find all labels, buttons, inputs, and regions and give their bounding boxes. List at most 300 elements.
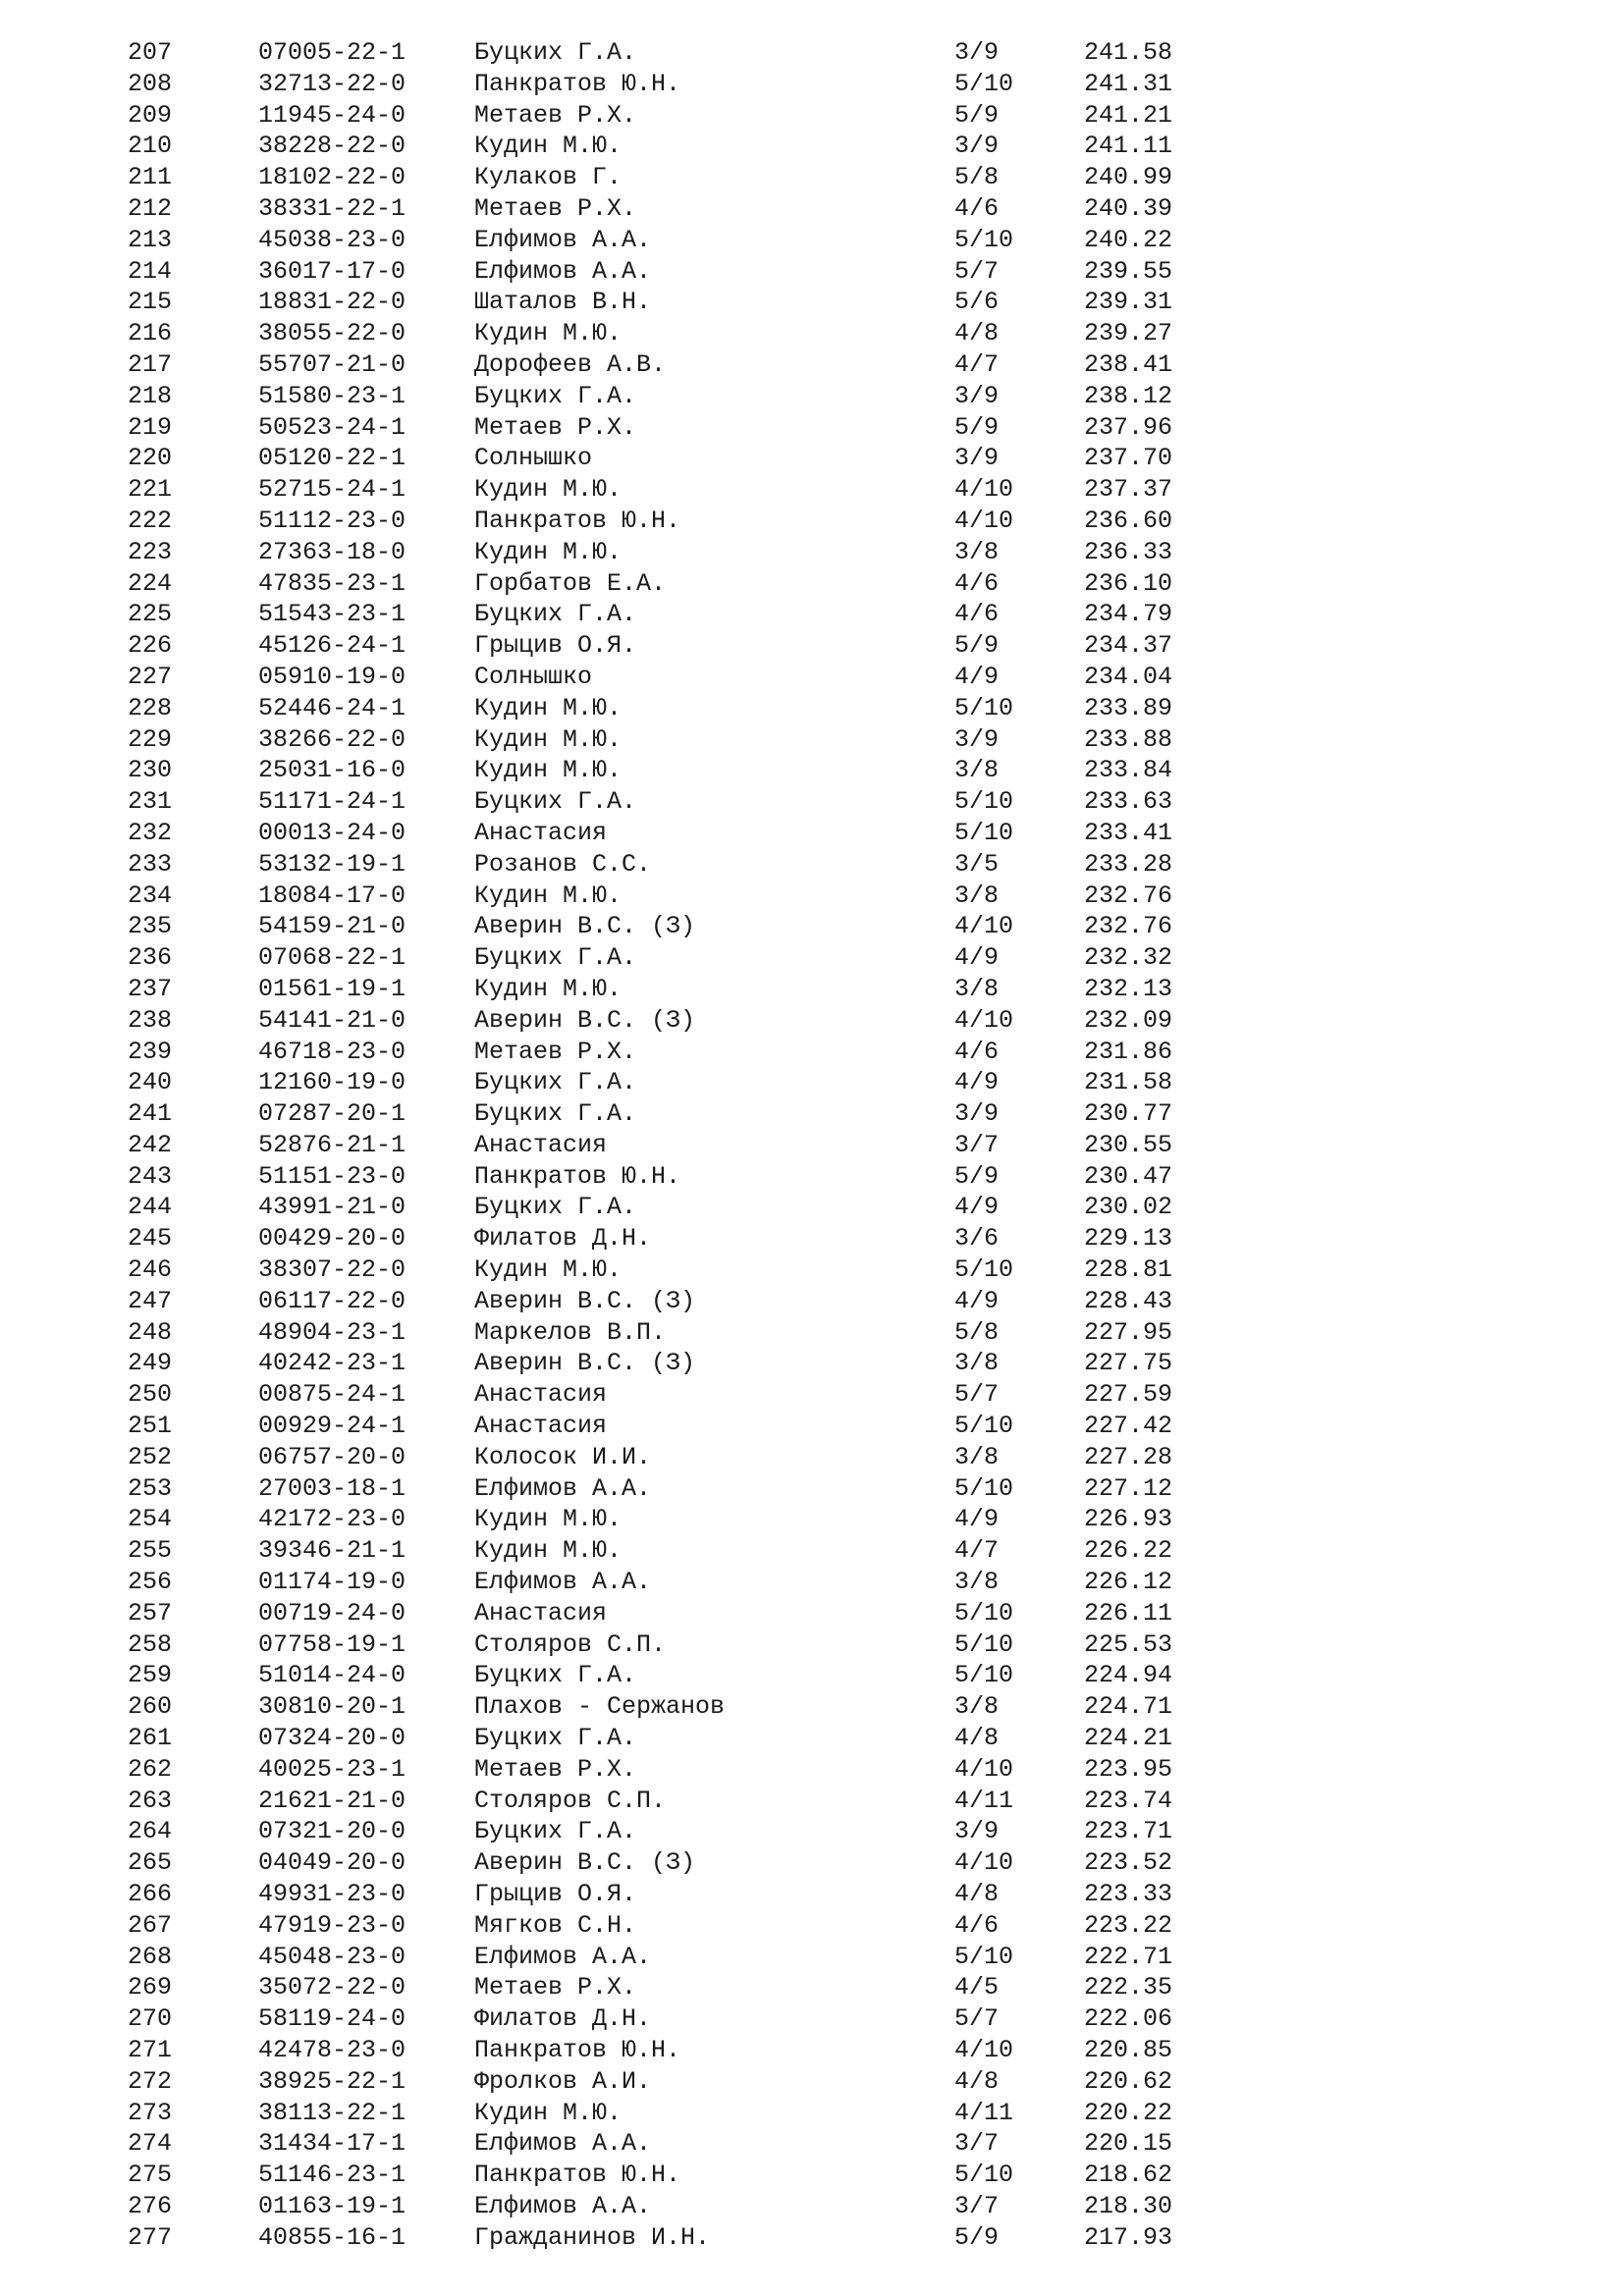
owner-name: Метаев Р.Х. <box>474 100 637 130</box>
rank-number: 275 <box>128 2161 173 2190</box>
table-row <box>0 1598 1624 1629</box>
ring-code: 58119-24-0 <box>258 2004 406 2034</box>
result-value: 233.63 <box>1084 787 1173 817</box>
score-ratio: 3/7 <box>954 2191 1000 2220</box>
table-row <box>0 1942 1624 1973</box>
ring-code: 55707-21-0 <box>258 349 406 379</box>
result-value: 222.35 <box>1084 1973 1173 2002</box>
owner-name: Буцких Г.А. <box>474 943 637 973</box>
rank-number: 218 <box>128 381 173 410</box>
result-value: 227.12 <box>1084 1473 1173 1503</box>
score-ratio: 5/7 <box>954 1380 1000 1410</box>
ring-code: 18084-17-0 <box>258 881 406 910</box>
result-value: 236.33 <box>1084 537 1173 566</box>
owner-name: Кудин М.Ю. <box>474 2098 623 2127</box>
rank-number: 253 <box>128 1473 173 1503</box>
result-value: 226.11 <box>1084 1598 1173 1628</box>
score-ratio: 4/8 <box>954 2066 1000 2096</box>
ring-code: 42478-23-0 <box>258 2036 406 2064</box>
table-row <box>0 630 1624 662</box>
owner-name: Грыцив О.Я. <box>474 631 637 661</box>
owner-name: Филатов Д.Н. <box>474 1224 652 1254</box>
ring-code: 45126-24-1 <box>258 631 406 661</box>
rank-number: 248 <box>128 1317 173 1347</box>
table-row <box>0 1660 1624 1691</box>
score-ratio: 5/9 <box>954 2222 1000 2252</box>
owner-name: Мягков С.Н. <box>474 1910 637 1940</box>
table-row <box>0 1910 1624 1942</box>
result-value: 226.93 <box>1084 1505 1173 1534</box>
owner-name: Солнышко <box>474 662 593 691</box>
owner-name: Гражданинов И.Н. <box>474 2222 711 2252</box>
table-row <box>0 318 1624 349</box>
owner-name: Панкратов Ю.Н. <box>474 2161 681 2190</box>
owner-name: Метаев Р.Х. <box>474 1973 637 2002</box>
score-ratio: 5/9 <box>954 412 1000 442</box>
owner-name: Кудин М.Ю. <box>474 537 623 566</box>
score-ratio: 3/8 <box>954 1692 1000 1722</box>
table-row <box>0 506 1624 537</box>
result-value: 224.71 <box>1084 1692 1173 1722</box>
score-ratio: 4/6 <box>954 1910 1000 1940</box>
owner-name: Анастасия <box>474 1412 608 1441</box>
score-ratio: 5/10 <box>954 818 1014 847</box>
ring-code: 40242-23-1 <box>258 1349 406 1378</box>
score-ratio: 3/9 <box>954 1099 1000 1129</box>
ring-code: 07068-22-1 <box>258 943 406 973</box>
score-ratio: 5/10 <box>954 693 1014 722</box>
score-ratio: 4/9 <box>954 943 1000 973</box>
rank-number: 207 <box>128 38 173 67</box>
ring-code: 38307-22-0 <box>258 1255 406 1285</box>
result-value: 230.55 <box>1084 1130 1173 1159</box>
score-ratio: 4/8 <box>954 1724 1000 1753</box>
rank-number: 226 <box>128 631 173 661</box>
score-ratio: 3/8 <box>954 1349 1000 1378</box>
table-row <box>0 1223 1624 1255</box>
ring-code: 25031-16-0 <box>258 756 406 785</box>
table-row <box>0 599 1624 630</box>
score-ratio: 3/9 <box>954 381 1000 410</box>
rank-number: 271 <box>128 2036 173 2064</box>
ring-code: 38331-22-1 <box>258 193 406 223</box>
table-row <box>0 1473 1624 1505</box>
rank-number: 272 <box>128 2066 173 2096</box>
table-row <box>0 1286 1624 1317</box>
score-ratio: 4/8 <box>954 1880 1000 1909</box>
rank-number: 235 <box>128 912 173 941</box>
ring-code: 51171-24-1 <box>258 787 406 817</box>
rank-number: 262 <box>128 1754 173 1784</box>
ring-code: 11945-24-0 <box>258 100 406 130</box>
owner-name: Грыцив О.Я. <box>474 1880 637 1909</box>
owner-name: Кудин М.Ю. <box>474 1255 623 1285</box>
result-value: 233.41 <box>1084 818 1173 847</box>
owner-name: Метаев Р.Х. <box>474 1754 637 1784</box>
score-ratio: 5/6 <box>954 288 1000 317</box>
rank-number: 274 <box>128 2129 173 2159</box>
rank-number: 240 <box>128 1068 173 1097</box>
result-value: 241.21 <box>1084 100 1173 130</box>
ring-code: 07321-20-0 <box>258 1817 406 1846</box>
score-ratio: 3/7 <box>954 2129 1000 2159</box>
ring-code: 39346-21-1 <box>258 1536 406 1566</box>
result-value: 232.32 <box>1084 943 1173 973</box>
table-row <box>0 349 1624 381</box>
owner-name: Столяров С.П. <box>474 1629 667 1659</box>
table-row <box>0 755 1624 786</box>
score-ratio: 3/9 <box>954 38 1000 67</box>
ring-code: 06757-20-0 <box>258 1442 406 1471</box>
table-row <box>0 1816 1624 1847</box>
ring-code: 48904-23-1 <box>258 1317 406 1347</box>
table-row <box>0 1005 1624 1037</box>
result-value: 231.58 <box>1084 1068 1173 1097</box>
rank-number: 244 <box>128 1193 173 1222</box>
rank-number: 225 <box>128 600 173 629</box>
owner-name: Горбатов Е.А. <box>474 568 667 598</box>
ring-code: 36017-17-0 <box>258 256 406 286</box>
result-value: 232.13 <box>1084 974 1173 1003</box>
table-row <box>0 568 1624 600</box>
ring-code: 32713-22-0 <box>258 69 406 98</box>
result-value: 222.06 <box>1084 2004 1173 2034</box>
owner-name: Панкратов Ю.Н. <box>474 69 681 98</box>
score-ratio: 5/10 <box>954 1661 1014 1690</box>
score-ratio: 3/9 <box>954 1817 1000 1846</box>
table-row <box>0 2003 1624 2035</box>
ring-code: 07758-19-1 <box>258 1629 406 1659</box>
table-row <box>0 256 1624 288</box>
score-ratio: 4/7 <box>954 1536 1000 1566</box>
ring-code: 54159-21-0 <box>258 912 406 941</box>
score-ratio: 5/10 <box>954 1255 1014 1285</box>
table-row <box>0 786 1624 818</box>
result-value: 220.15 <box>1084 2129 1173 2159</box>
rank-number: 263 <box>128 1786 173 1815</box>
table-row <box>0 443 1624 474</box>
score-ratio: 4/9 <box>954 1286 1000 1315</box>
score-ratio: 4/6 <box>954 1037 1000 1066</box>
ring-code: 12160-19-0 <box>258 1068 406 1097</box>
table-row <box>0 287 1624 318</box>
table-row <box>0 2191 1624 2222</box>
ring-code: 35072-22-0 <box>258 1973 406 2002</box>
result-value: 230.77 <box>1084 1099 1173 1129</box>
result-value: 223.33 <box>1084 1880 1173 1909</box>
rank-number: 217 <box>128 349 173 379</box>
owner-name: Буцких Г.А. <box>474 38 637 67</box>
result-value: 224.94 <box>1084 1661 1173 1690</box>
result-value: 231.86 <box>1084 1037 1173 1066</box>
owner-name: Метаев Р.Х. <box>474 193 637 223</box>
owner-name: Анастасия <box>474 1130 608 1159</box>
rank-number: 224 <box>128 568 173 598</box>
result-value: 227.75 <box>1084 1349 1173 1378</box>
ring-code: 45038-23-0 <box>258 225 406 254</box>
rank-number: 210 <box>128 132 173 161</box>
rank-number: 259 <box>128 1661 173 1690</box>
rank-number: 213 <box>128 225 173 254</box>
table-row <box>0 1786 1624 1817</box>
table-row <box>0 1192 1624 1223</box>
owner-name: Буцких Г.А. <box>474 1068 637 1097</box>
result-value: 226.22 <box>1084 1536 1173 1566</box>
owner-name: Аверин В.С. (З) <box>474 1286 696 1315</box>
ring-code: 21621-21-0 <box>258 1786 406 1815</box>
table-row <box>0 2098 1624 2129</box>
score-ratio: 3/7 <box>954 1130 1000 1159</box>
table-row <box>0 1691 1624 1723</box>
ring-code: 46718-23-0 <box>258 1037 406 1066</box>
rank-number: 232 <box>128 818 173 847</box>
result-value: 224.21 <box>1084 1724 1173 1753</box>
owner-name: Столяров С.П. <box>474 1786 667 1815</box>
table-row <box>0 1972 1624 2003</box>
table-row <box>0 537 1624 568</box>
rank-number: 277 <box>128 2222 173 2252</box>
rank-number: 245 <box>128 1224 173 1254</box>
result-value: 236.10 <box>1084 568 1173 598</box>
table-row <box>0 1847 1624 1879</box>
owner-name: Аверин В.С. (З) <box>474 1349 696 1378</box>
owner-name: Колосок И.И. <box>474 1442 652 1471</box>
result-value: 223.74 <box>1084 1786 1173 1815</box>
score-ratio: 3/8 <box>954 537 1000 566</box>
rank-number: 256 <box>128 1568 173 1597</box>
owner-name: Панкратов Ю.Н. <box>474 2036 681 2064</box>
table-row <box>0 1723 1624 1754</box>
owner-name: Дорофеев А.В. <box>474 349 667 379</box>
score-ratio: 4/10 <box>954 912 1014 941</box>
owner-name: Фролков А.И. <box>474 2066 652 2096</box>
table-row <box>0 818 1624 849</box>
result-value: 218.62 <box>1084 2161 1173 2190</box>
ring-code: 00013-24-0 <box>258 818 406 847</box>
table-row <box>0 1535 1624 1567</box>
table-row <box>0 2160 1624 2191</box>
ring-code: 47919-23-0 <box>258 1910 406 1940</box>
table-row <box>0 2128 1624 2160</box>
table-row <box>0 193 1624 225</box>
rank-number: 268 <box>128 1942 173 1971</box>
score-ratio: 4/10 <box>954 1754 1014 1784</box>
rank-number: 228 <box>128 693 173 722</box>
table-row <box>0 2066 1624 2098</box>
rank-number: 234 <box>128 881 173 910</box>
ring-code: 05120-22-1 <box>258 444 406 473</box>
table-row <box>0 1317 1624 1349</box>
result-value: 223.95 <box>1084 1754 1173 1784</box>
rank-number: 258 <box>128 1629 173 1659</box>
score-ratio: 4/10 <box>954 1005 1014 1035</box>
score-ratio: 5/10 <box>954 1629 1014 1659</box>
score-ratio: 4/7 <box>954 349 1000 379</box>
rank-number: 243 <box>128 1161 173 1191</box>
rank-number: 230 <box>128 756 173 785</box>
ring-code: 30810-20-1 <box>258 1692 406 1722</box>
rank-number: 276 <box>128 2191 173 2220</box>
result-value: 239.31 <box>1084 288 1173 317</box>
result-value: 238.12 <box>1084 381 1173 410</box>
ring-code: 52446-24-1 <box>258 693 406 722</box>
table-row <box>0 1098 1624 1130</box>
rank-number: 257 <box>128 1598 173 1628</box>
owner-name: Елфимов А.А. <box>474 1568 652 1597</box>
owner-name: Анастасия <box>474 818 608 847</box>
rank-number: 236 <box>128 943 173 973</box>
result-value: 232.09 <box>1084 1005 1173 1035</box>
table-row <box>0 1037 1624 1068</box>
result-value: 220.85 <box>1084 2036 1173 2064</box>
ring-code: 51151-23-0 <box>258 1161 406 1191</box>
result-value: 217.93 <box>1084 2222 1173 2252</box>
rank-number: 214 <box>128 256 173 286</box>
rank-number: 241 <box>128 1099 173 1129</box>
score-ratio: 3/8 <box>954 974 1000 1003</box>
score-ratio: 4/10 <box>954 475 1014 505</box>
owner-name: Филатов Д.Н. <box>474 2004 652 2034</box>
owner-name: Панкратов Ю.Н. <box>474 1161 681 1191</box>
score-ratio: 3/8 <box>954 756 1000 785</box>
score-ratio: 4/10 <box>954 506 1014 535</box>
score-ratio: 3/5 <box>954 849 1000 879</box>
owner-name: Аверин В.С. (З) <box>474 1848 696 1878</box>
result-value: 238.41 <box>1084 349 1173 379</box>
table-row <box>0 1879 1624 1910</box>
score-ratio: 5/9 <box>954 100 1000 130</box>
rank-number: 216 <box>128 319 173 348</box>
result-value: 234.79 <box>1084 600 1173 629</box>
result-value: 228.81 <box>1084 1255 1173 1285</box>
owner-name: Елфимов А.А. <box>474 1473 652 1503</box>
table-row <box>0 911 1624 942</box>
table-row <box>0 974 1624 1005</box>
table-row <box>0 724 1624 756</box>
result-value: 233.28 <box>1084 849 1173 879</box>
owner-name: Кудин М.Ю. <box>474 319 623 348</box>
table-row <box>0 474 1624 506</box>
result-value: 232.76 <box>1084 881 1173 910</box>
score-ratio: 3/9 <box>954 132 1000 161</box>
ring-code: 01561-19-1 <box>258 974 406 1003</box>
table-row <box>0 1255 1624 1286</box>
result-value: 229.13 <box>1084 1224 1173 1254</box>
rank-number: 223 <box>128 537 173 566</box>
ring-code: 18102-22-0 <box>258 163 406 192</box>
ring-code: 00875-24-1 <box>258 1380 406 1410</box>
score-ratio: 4/5 <box>954 1973 1000 2002</box>
table-row <box>0 1067 1624 1098</box>
table-row <box>0 849 1624 881</box>
owner-name: Панкратов Ю.Н. <box>474 506 681 535</box>
result-value: 241.31 <box>1084 69 1173 98</box>
owner-name: Буцких Г.А. <box>474 787 637 817</box>
ring-code: 52715-24-1 <box>258 475 406 505</box>
rank-number: 227 <box>128 662 173 691</box>
ring-code: 31434-17-1 <box>258 2129 406 2159</box>
result-value: 241.58 <box>1084 38 1173 67</box>
rank-number: 266 <box>128 1880 173 1909</box>
owner-name: Буцких Г.А. <box>474 1817 637 1846</box>
result-value: 220.62 <box>1084 2066 1173 2096</box>
rank-number: 233 <box>128 849 173 879</box>
ring-code: 40855-16-1 <box>258 2222 406 2252</box>
score-ratio: 4/8 <box>954 319 1000 348</box>
ring-code: 06117-22-0 <box>258 1286 406 1315</box>
owner-name: Солнышко <box>474 444 593 473</box>
ring-code: 00929-24-1 <box>258 1412 406 1441</box>
ring-code: 27363-18-0 <box>258 537 406 566</box>
owner-name: Буцких Г.А. <box>474 1661 637 1690</box>
rank-number: 260 <box>128 1692 173 1722</box>
table-row <box>0 1567 1624 1598</box>
table-row <box>0 225 1624 256</box>
rank-number: 231 <box>128 787 173 817</box>
result-value: 237.37 <box>1084 475 1173 505</box>
result-value: 234.37 <box>1084 631 1173 661</box>
owner-name: Анастасия <box>474 1598 608 1628</box>
result-value: 222.71 <box>1084 1942 1173 1971</box>
score-ratio: 5/7 <box>954 256 1000 286</box>
ring-code: 05910-19-0 <box>258 662 406 691</box>
rank-number: 270 <box>128 2004 173 2034</box>
rank-number: 254 <box>128 1505 173 1534</box>
result-value: 223.22 <box>1084 1910 1173 1940</box>
table-row <box>0 37 1624 69</box>
table-row <box>0 1754 1624 1786</box>
result-value: 232.76 <box>1084 912 1173 941</box>
ring-code: 18831-22-0 <box>258 288 406 317</box>
ring-code: 40025-23-1 <box>258 1754 406 1784</box>
table-row <box>0 1504 1624 1535</box>
table-row <box>0 162 1624 193</box>
ring-code: 27003-18-1 <box>258 1473 406 1503</box>
ring-code: 53132-19-1 <box>258 849 406 879</box>
result-value: 234.04 <box>1084 662 1173 691</box>
owner-name: Аверин В.С. (З) <box>474 1005 696 1035</box>
ring-code: 38925-22-1 <box>258 2066 406 2096</box>
result-value: 227.28 <box>1084 1442 1173 1471</box>
rank-number: 208 <box>128 69 173 98</box>
ring-code: 00719-24-0 <box>258 1598 406 1628</box>
result-value: 239.27 <box>1084 319 1173 348</box>
ring-code: 38055-22-0 <box>258 319 406 348</box>
result-value: 236.60 <box>1084 506 1173 535</box>
result-value: 237.96 <box>1084 412 1173 442</box>
table-row <box>0 942 1624 974</box>
score-ratio: 4/9 <box>954 662 1000 691</box>
table-row <box>0 1442 1624 1473</box>
score-ratio: 5/10 <box>954 69 1014 98</box>
rank-number: 247 <box>128 1286 173 1315</box>
ring-code: 51146-23-1 <box>258 2161 406 2190</box>
rank-number: 267 <box>128 1910 173 1940</box>
score-ratio: 4/11 <box>954 2098 1014 2127</box>
score-ratio: 5/10 <box>954 225 1014 254</box>
owner-name: Аверин В.С. (З) <box>474 912 696 941</box>
rank-number: 273 <box>128 2098 173 2127</box>
ring-code: 51543-23-1 <box>258 600 406 629</box>
owner-name: Буцких Г.А. <box>474 1099 637 1129</box>
ring-code: 51014-24-0 <box>258 1661 406 1690</box>
result-value: 227.59 <box>1084 1380 1173 1410</box>
result-value: 218.30 <box>1084 2191 1173 2220</box>
score-ratio: 4/6 <box>954 193 1000 223</box>
result-value: 223.52 <box>1084 1848 1173 1878</box>
score-ratio: 4/9 <box>954 1068 1000 1097</box>
rank-number: 242 <box>128 1130 173 1159</box>
